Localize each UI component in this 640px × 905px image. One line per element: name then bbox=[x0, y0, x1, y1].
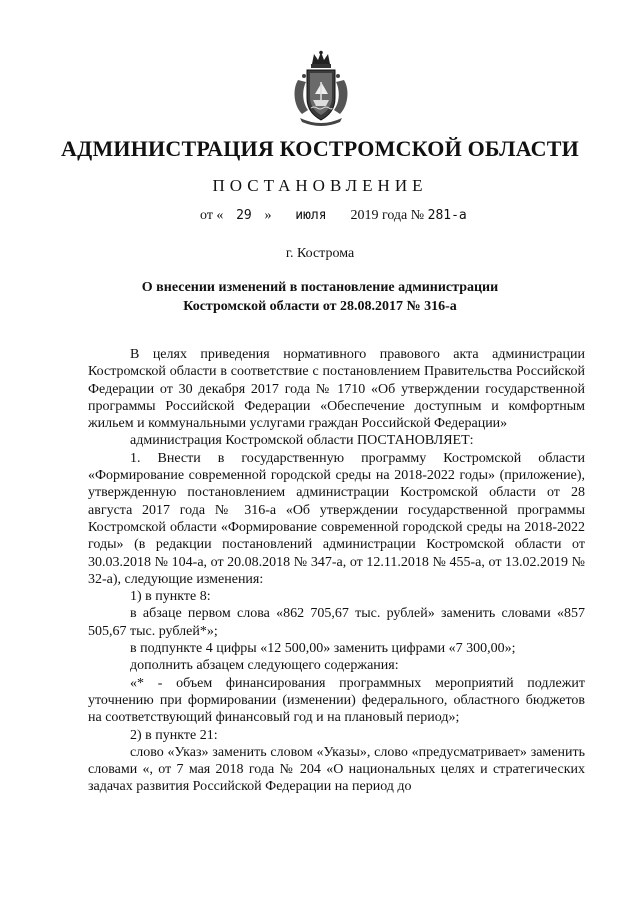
body-paragraph: администрация Костромской области ПОСТАНОВЛЯЕТ: bbox=[130, 433, 474, 449]
date-year: 2019 года № bbox=[350, 208, 425, 223]
body-paragraph: В целях приведения нормативного правового акта администрации Костромской области в соответствие с постановлением Правительства Российской Федерации от 30 декабря 2017 года № 1710 «Об утверждении государственной программы Российской Федерации «Обеспечение доступным и комфортным жильем и коммунальными услугами граждан Российской Федерации» bbox=[88, 347, 585, 432]
body-paragraph: «* - объем финансирования программных мероприятий подлежит уточнению при формировании (изменении) федерального, областного бюджетов на соответствующий финансовый год и на плановый период»; bbox=[88, 675, 585, 726]
date-prefix: от « bbox=[200, 208, 224, 223]
document-subject bbox=[120, 278, 520, 316]
subject-line: Костромской области от 28.08.2017 № 316-а bbox=[183, 299, 457, 314]
body-paragraph: 1. Внести в государственную программу Костромской области «Формирование современной городской среды на 2018-2022 годы» (приложение), утвержденную постановлением администрации Костромской области от 28 августа 2017 года № 316-а «Об утверждении государственной программы Костромской области «Формирование современной городской среды на 2018-2022 годы» (в редакции постановлений администрации Костромской области от 30.03.2018 № 104-а, от 20.08.2018 № 347-а, от 12.11.2018 № 455-а, от 13.02.2019 № 32-а), следующие изменения: bbox=[88, 450, 585, 587]
body-paragraph: в абзаце первом слова «862 705,67 тыс. рублей» заменить словами «857 505,67 тыс. рублей*»; bbox=[88, 606, 585, 639]
document-body bbox=[88, 346, 585, 796]
subject-line: О внесении изменений в постановление администрации bbox=[141, 280, 499, 295]
city-label: г. Кострома bbox=[285, 246, 355, 261]
body-paragraph: слово «Указ» заменить словом «Указы», слово «предусматривает» заменить словами «, от 7 мая 2018 года № 204 «О национальных целях и стратегических задачах развития Российской Федерации на период до bbox=[88, 744, 585, 795]
body-paragraph: 2) в пункте 21: bbox=[130, 727, 218, 743]
body-paragraph: дополнить абзацем следующего содержания: bbox=[130, 658, 399, 674]
document-type: ПОСТАНОВЛЕНИЕ bbox=[212, 176, 428, 195]
document-date-line bbox=[200, 208, 467, 224]
date-month: июля bbox=[295, 208, 327, 223]
date-close-quote: » bbox=[264, 208, 272, 223]
coat-of-arms-icon bbox=[290, 50, 352, 128]
organization-title: АДМИНИСТРАЦИЯ КОСТРОМСКОЙ ОБЛАСТИ bbox=[61, 136, 579, 161]
document-number: 281-а bbox=[427, 208, 467, 223]
date-day: 29 bbox=[236, 208, 252, 223]
body-paragraph: 1) в пункте 8: bbox=[130, 589, 211, 605]
body-paragraph: в подпункте 4 цифры «12 500,00» заменить цифрами «7 300,00»; bbox=[130, 641, 516, 657]
